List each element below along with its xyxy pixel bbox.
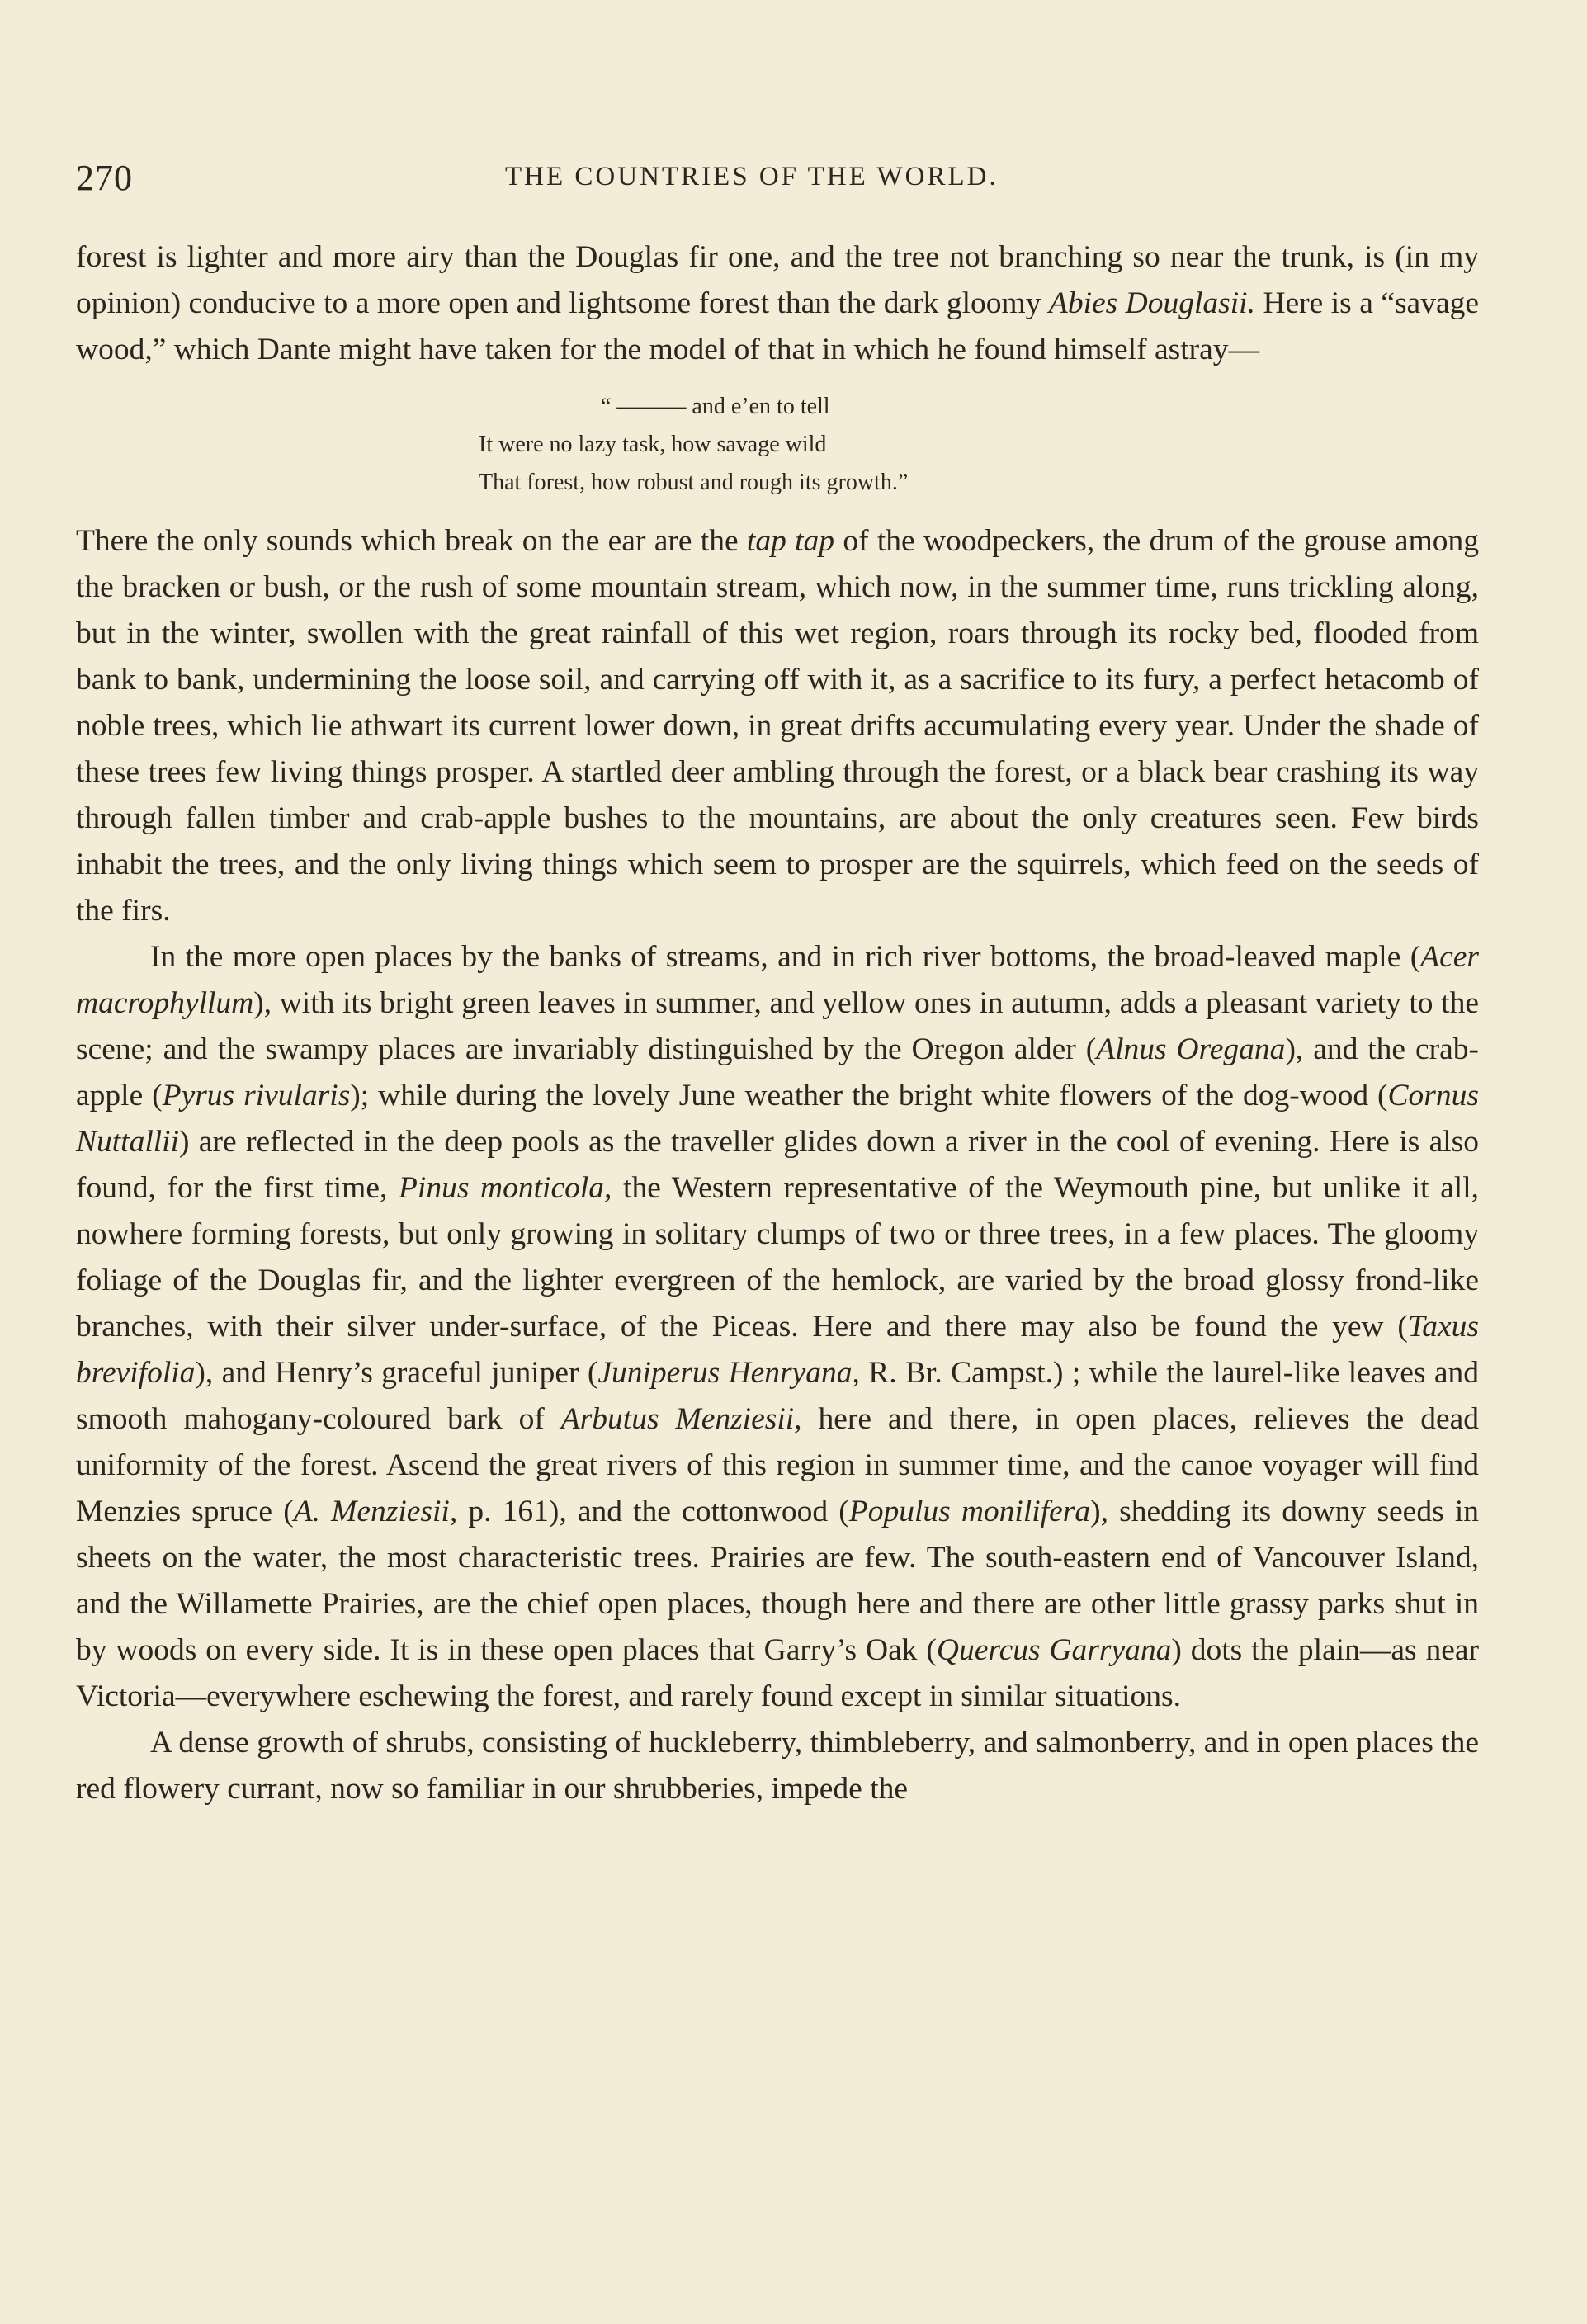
- species-name: Pyrus rivularis: [162, 1079, 351, 1112]
- quote-line-3: That forest, how robust and rough its growth.”: [479, 470, 909, 495]
- quote-line-1: “ ——— and e’en to tell: [601, 394, 830, 419]
- species-name: Pinus monticola,: [399, 1171, 612, 1205]
- species-name: Quercus Garryana: [936, 1633, 1172, 1667]
- species-name: Populus monilifera: [848, 1495, 1091, 1528]
- running-head: [76, 157, 1479, 206]
- paragraph-3: In the more open places by the banks of streams, and in rich river bottoms, the broad-leaved maple (Acer macrophyllum), with its bright green leaves in summer, and yellow ones in autumn, adds a pleasant variety to the scene; and the swampy places are invariably distinguished by the Oregon alder (Alnus Oregana), and the crab-apple (Pyrus rivularis); while during the lovely June weather the bright white flowers of the dog-wood (Cornus Nuttallii) are reflected in the deep pools as the traveller glides down a river in the cool of evening. Here is also found, for the first time, Pinus monticola, the Western representative of the Weymouth pine, but unlike it all, nowhere forming forests, but only growing in solitary clumps of two or three trees, in a few places. The gloomy foliage of the Douglas fir, and the lighter evergreen of the hemlock, are varied by the broad glossy frond-like branches, with their silver under-surface, of the Piceas. Here and there may also be found the yew (Taxus brevifolia), and Henry’s graceful juniper (Juniperus Henryana, R. Br. Campst.) ; while the laurel-like leaves and smooth mahogany-coloured bark of Arbutus Menziesii, here and there, in open places, relieves the dead uniformity of the forest. Ascend the great rivers of this region in summer time, and the canoe voyager will find Menzies spruce (A. Menziesii, p. 161), and the cottonwood (Populus monilifera), shedding its downy seeds in sheets on the water, the most characteristic trees. Prairies are few. The south-eastern end of Vancouver Island, and the Willamette Prairies, are the chief open places, though here and there are other little grassy parks shut in by woods on every side. It is in these open places that Garry’s Oak (Quercus Garryana) dots the plain—as near Victoria—everywhere eschewing the forest, and rarely found except in similar situations.: [76, 940, 1480, 1713]
- species-name: Cornus Nuttallii: [76, 1079, 1479, 1159]
- species-name: Taxus brevifolia: [76, 1310, 1479, 1390]
- paragraph-2: There the only sounds which break on the ear are the tap tap of the woodpeckers, the drum of the grouse among the bracken or bush, or the rush of some mountain stream, which now, in the summer time, runs trickling along, but in the winter, swollen with the great rainfall of this wet region, roars through its rocky bed, flooded from bank to bank, undermining the loose soil, and carrying off with it, as a sacrifice to its fury, a perfect hetacomb of noble trees, which lie athwart its current lower down, in great drifts accumulating every year. Under the shade of these trees few living things prosper. A startled deer ambling through the forest, or a black bear crashing its way through fallen timber and crab-apple bushes to the mountains, are about the only creatures seen. Few birds inhabit the trees, and the only living things which seem to prosper are the squirrels, which feed on the seeds of the firs.: [76, 524, 1479, 928]
- page-number: 270: [76, 158, 133, 198]
- species-name: Alnus Oregana: [1096, 1032, 1286, 1066]
- species-name: A. Menziesii,: [293, 1495, 458, 1528]
- species-name: Acer macrophyllum: [76, 940, 1479, 1020]
- species-name: Abies Douglasii.: [1048, 286, 1255, 320]
- emphasis: tap tap: [746, 524, 835, 558]
- body-text: [76, 234, 1479, 1812]
- paragraph-4: A dense growth of shrubs, consisting of huckleberry, thimbleberry, and salmonberry, and in open places the red flowery currant, now so familiar in our shrubberies, impede the: [76, 1726, 1480, 1806]
- paragraph-1: forest is lighter and more airy than the Douglas fir one, and the tree not branching so near the trunk, is (in my opinion) conducive to a more open and lightsome forest than the dark gloomy Abies Douglasii. Here is a “savage wood,” which Dante might have taken for the model of that in which he found himself astray—: [76, 240, 1479, 366]
- species-name: Juniperus Henryana,: [597, 1356, 860, 1390]
- block-quote: [76, 388, 1479, 502]
- quote-line-2: It were no lazy task, how savage wild: [479, 432, 827, 457]
- species-name: Arbutus Menziesii,: [560, 1402, 802, 1436]
- running-title: THE COUNTRIES OF THE WORLD.: [505, 162, 999, 191]
